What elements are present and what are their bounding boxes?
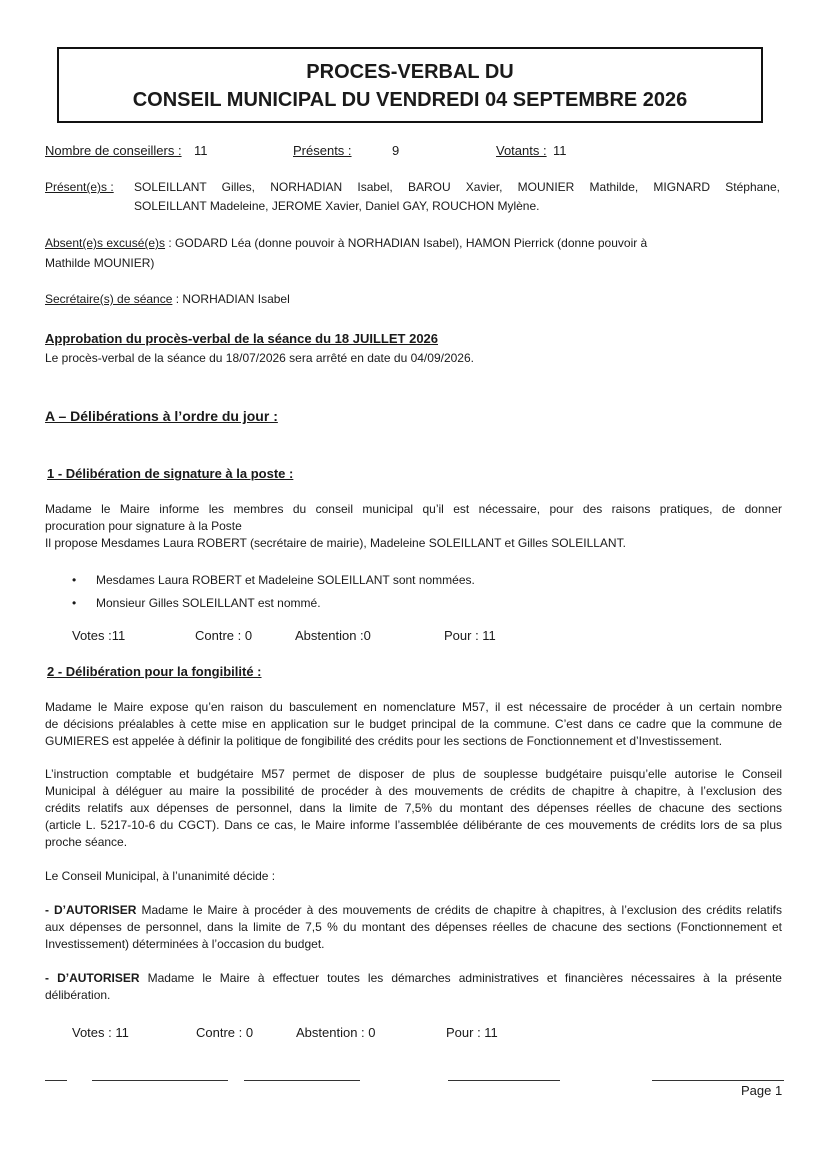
presents-label: Présent(e)s : [45,180,114,194]
delib2-contre: Contre : 0 [196,1025,254,1040]
delib1-votes: Votes :11 [72,628,126,643]
approbation-text: Le procès-verbal de la séance du 18/07/2026 sera arrêté en date du 04/09/2026. [45,351,474,365]
delib1-bullet-1: Mesdames Laura ROBERT et Madeleine SOLEILLANT sont nommées. [96,573,475,587]
delib2-abstention: Abstention : 0 [296,1025,376,1040]
delib2-votes: Votes : 11 [72,1025,129,1040]
delib2-p3: Le Conseil Municipal, à l’unanimité décide : [45,869,276,883]
delib2-p2-line-3: crédits relatifs aux dépenses de personnel, dans la limite de 7,5% du montant des dépenses réelles de chacune des sections [45,801,782,815]
footer-divider [92,1080,228,1081]
approbation-title: Approbation du procès-verbal de la séance du 18 JUILLET 2026 [45,331,439,346]
delib2-pour: Pour : 11 [446,1025,498,1040]
bullet-icon: • [72,596,77,610]
delib2-p5-line-2: délibération. [45,988,111,1002]
conseillers-value: 11 [194,143,208,158]
delib2-p1-line-3: GUMIERES est appelée à définir la politique de fongibilité des crédits pour les sections de Fonctionnement et d’Investissement. [45,734,723,748]
delib2-p1-line-1: Madame le Maire expose qu’en raison du basculement en nomenclature M57, il est nécessaire de procéder à un certain nombre [45,700,782,714]
title-line-1: PROCES-VERBAL DU [306,61,514,83]
delib1-para-line-3: Il propose Mesdames Laura ROBERT (secrétaire de mairie), Madeleine SOLEILLANT et Gilles SOLEILLANT. [45,536,626,550]
footer-divider [244,1080,360,1081]
delib1-para-line-2: procuration pour signature à la Poste [45,519,242,533]
presents-line-2: SOLEILLANT Madeleine, JEROME Xavier, Daniel GAY, ROUCHON Mylène. [134,199,540,213]
footer-divider [45,1080,67,1081]
delib1-bullet-2: Monsieur Gilles SOLEILLANT est nommé. [96,596,321,610]
delib2-p4-line-3: Investissement) déterminées à l’occasion du budget. [45,937,325,951]
bullet-icon: • [72,573,77,587]
footer-divider [652,1080,784,1081]
delib2-p4-line-2: aux dépenses de personnel, dans la limite de 7,5 % du montant des dépenses réelles de chacune des sections (Fonctionnement et [45,920,782,934]
presents-count-label: Présents : [293,143,352,158]
delib1-contre: Contre : 0 [195,628,253,643]
votants-label: Votants : [496,143,547,158]
delib2-p2-line-4: (article L. 5217-10-6 du CGCT). Dans ce cas, le Maire informe l’assemblée délibérante de ces mouvements de crédits lors de sa plus [45,818,782,832]
presents-count-value: 9 [392,143,400,158]
footer-divider [448,1080,560,1081]
absents-line-2: Mathilde MOUNIER) [45,256,155,270]
delib2-p4-line-1: - D’AUTORISER Madame le Maire à procéder à des mouvements de crédits de chapitre à chapitres, à l’exclusion des crédits relatifs [45,903,782,917]
section-a-title: A – Délibérations à l’ordre du jour : [45,408,278,424]
votants-value: 11 [553,143,567,158]
absents-line-1: Absent(e)s excusé(e)s : GODARD Léa (donne pouvoir à NORHADIAN Isabel), HAMON Pierrick (donne pouvoir à [45,236,648,250]
page-number: Page 1 [741,1083,783,1098]
conseillers-label: Nombre de conseillers : [45,143,182,158]
delib1-pour: Pour : 11 [444,628,496,643]
secretaire-line: Secrétaire(s) de séance : NORHADIAN Isabel [45,292,290,306]
delib2-p2-line-1: L’instruction comptable et budgétaire M57 permet de disposer de plus de souplesse budgétaire puisqu’elle autorise le Conseil [45,767,782,781]
delib2-p5-line-1: - D’AUTORISER Madame le Maire à effectuer toutes les démarches administratives et financières nécessaires à la présente [45,971,782,985]
delib2-p2-line-2: Municipal à déléguer au maire la possibilité de procéder à des mouvements de crédits de chapitre à chapitre, à l’exclusion des [45,784,782,798]
title-line-2: CONSEIL MUNICIPAL DU VENDREDI 04 SEPTEMBRE 2026 [132,89,688,111]
delib1-para-line-1: Madame le Maire informe les membres du conseil municipal qu’il est nécessaire, pour des raisons pratiques, de donner [45,502,782,516]
delib2-title: 2 - Délibération pour la fongibilité : [47,664,262,679]
title-box [57,47,763,123]
delib2-p2-line-5: proche séance. [45,835,128,849]
delib2-p1-line-2: de décisions préalables à cette mise en application sur le budget principal de la commune. C’est dans ce cadre que la commune de [45,717,782,731]
delib1-title: 1 - Délibération de signature à la poste : [47,466,294,481]
delib1-abstention: Abstention :0 [295,628,371,643]
presents-line-1: SOLEILLANT Gilles, NORHADIAN Isabel, BAROU Xavier, MOUNIER Mathilde, MIGNARD Stéphane, [134,180,780,194]
